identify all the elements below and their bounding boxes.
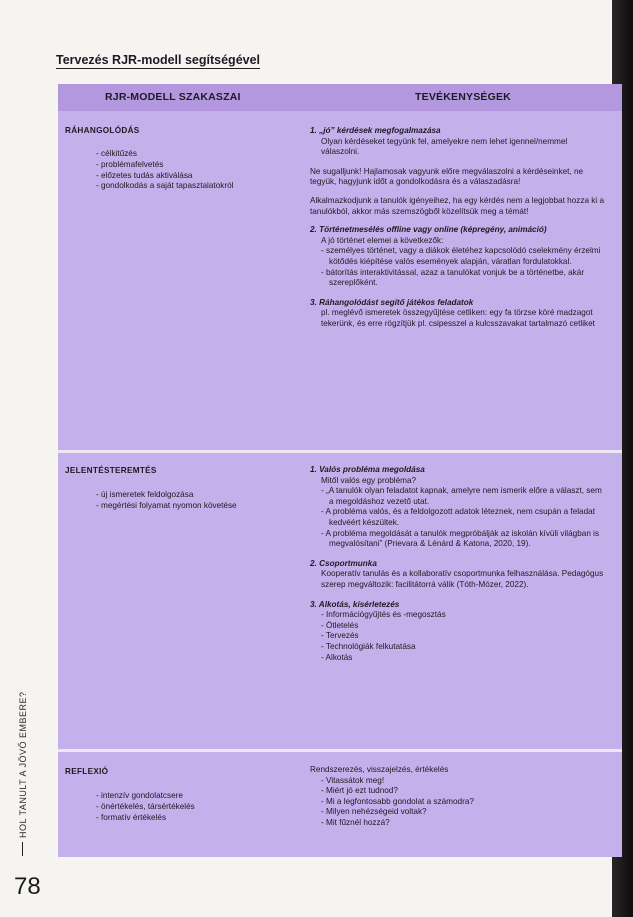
running-side-title: HOL TANULT A JÖVŐ EMBERE? (18, 691, 28, 838)
list-item: - Információgyűjtés és -megosztás (321, 610, 446, 620)
side-divider (22, 842, 23, 856)
activity-paragraph: Ne sugalljunk! Hajlamosak vagyunk előre megválaszolni a kérdéseinket, ne tegyük, hagyjunk időt a gondolkodásra és a válaszadásra! (310, 166, 584, 187)
reflexio-activities (310, 765, 606, 838)
list-item: - célkitűzés (96, 149, 137, 158)
activity-intro: A jó történet elemei a következők: (321, 235, 444, 245)
activity-heading: 2. Csoportmunka (310, 558, 377, 568)
activity-heading: 2. Történetmesélés offline vagy online (képregény, animáció) (310, 225, 547, 235)
activity-bullets (310, 486, 606, 550)
row-separator (58, 749, 622, 752)
list-item: - „A tanulók olyan feladatot kapnak, amelyre nem ismerik előre a választ, sem a megoldáshoz vezető utat. (321, 486, 602, 506)
list-item: - Milyen nehézségeid voltak? (321, 807, 427, 817)
list-item: - Alkotás (321, 652, 353, 662)
list-item: - Technológiák felkutatása (321, 641, 416, 651)
list-item: - bátorítás interaktivitással, azaz a tanulókat vonjuk be a történetbe, akár szereplőként. (321, 267, 585, 288)
list-item: - A probléma megoldását a tanulók megpróbálják az iskolán kívüli világban is megvalósítani” (Prievara & Lénárd & Katona, 2020, 19). (321, 528, 600, 549)
section-title-reflexio: REFLEXIÓ (65, 767, 109, 776)
list-item: - Miért jó ezt tudnod? (321, 786, 398, 796)
activity-bullets (310, 776, 606, 829)
activity-paragraph: Alkalmazkodjunk a tanulók igényeihez, ha egy kérdés nem a legjobbat hozza ki a tanulókból, akkor más szemszögből közelítsük meg a témát! (310, 195, 605, 216)
rjr-table (58, 84, 622, 857)
activity-heading: 1. Valós probléma megoldása (310, 465, 425, 474)
list-item: - Tervezés (321, 631, 359, 641)
activity-item (310, 600, 606, 664)
activity-item (310, 465, 606, 550)
activity-heading: 3. Ráhangolódást segítő játékos feladatok (310, 297, 474, 307)
activity-text: Olyan kérdéseket tegyünk fel, amelyekre nem lehet igennel/nemmel válaszolni. (321, 136, 568, 157)
list-item: - formatív értékelés (96, 812, 167, 822)
list-item: - intenzív gondolatcsere (96, 791, 183, 800)
rahangolodas-goals (96, 149, 233, 192)
list-item: - személyes történet, vagy a diákok életéhez kapcsolódó cselekmény érzelmi kötődés kiépítése valós események alapján, váratlan fordulatokkal. (321, 246, 601, 266)
list-item: - megértési folyamat nyomon követése (96, 500, 237, 510)
activity-text: pl. meglévő ismeretek összegyűjtése cetliken: egy fa törzse köré madzagot tekerünk, és erre rögzítjük pl. csipesszel a kulcsszavakat tartalmazó cetliket (321, 308, 595, 328)
activity-item (310, 225, 606, 289)
section-title-rahangolodas: RÁHANGOLÓDÁS (65, 126, 140, 135)
activity-heading: 3. Alkotás, kísérletezés (310, 599, 400, 609)
header-activities: TEVÉKENYSÉGEK (415, 91, 511, 103)
row-separator (58, 450, 622, 453)
activity-text: Kooperatív tanulás és a kollaboratív csoportmunka felhasználása. Pedagógus szerep megváltozik: facilitátorrá válik (Tóth-Mózer, 2022). (321, 569, 604, 589)
jelentesteremtes-goals (96, 490, 237, 512)
list-item: - önértékelés, társértékelés (96, 801, 195, 811)
list-item: - Vitassátok meg! (321, 775, 385, 785)
activity-item (310, 126, 606, 158)
section-title-jelentesteremtes: JELENTÉSTEREMTÉS (65, 466, 157, 475)
activity-intro: Mitől valós egy probléma? (321, 475, 417, 485)
rahangolodas-activities (310, 126, 606, 339)
page-number: 78 (14, 873, 41, 900)
activity-bullets (310, 610, 606, 663)
list-item: - problémafelvetés (96, 159, 164, 169)
list-item: - előzetes tudás aktiválása (96, 170, 193, 180)
list-item: - A probléma valós, és a feldolgozott adatok léteznek, nem csupán a feladat kedvéért készültek. (321, 507, 595, 527)
activity-item (310, 559, 606, 591)
activity-bullets (310, 246, 606, 288)
list-item: - Mi a legfontosabb gondolat a számodra? (321, 796, 474, 806)
activity-heading: 1. „jó” kérdések megfogalmazása (310, 126, 441, 135)
list-item: - gondolkodás a saját tapasztalatokról (96, 181, 234, 191)
activity-item (310, 765, 606, 829)
list-item: - új ismeretek feldolgozása (96, 490, 194, 499)
reflexio-goals (96, 791, 195, 823)
jelentesteremtes-activities (310, 465, 606, 672)
activity-intro: Rendszerezés, visszajelzés, értékelés (310, 765, 449, 774)
header-phases: RJR-MODELL SZAKASZAI (105, 91, 241, 103)
list-item: - Mit fűznél hozzá? (321, 817, 390, 827)
activity-item (310, 298, 606, 330)
table-header (58, 84, 622, 111)
page-title: Tervezés RJR-modell segítségével (56, 53, 261, 67)
list-item: - Ötletelés (321, 620, 359, 630)
